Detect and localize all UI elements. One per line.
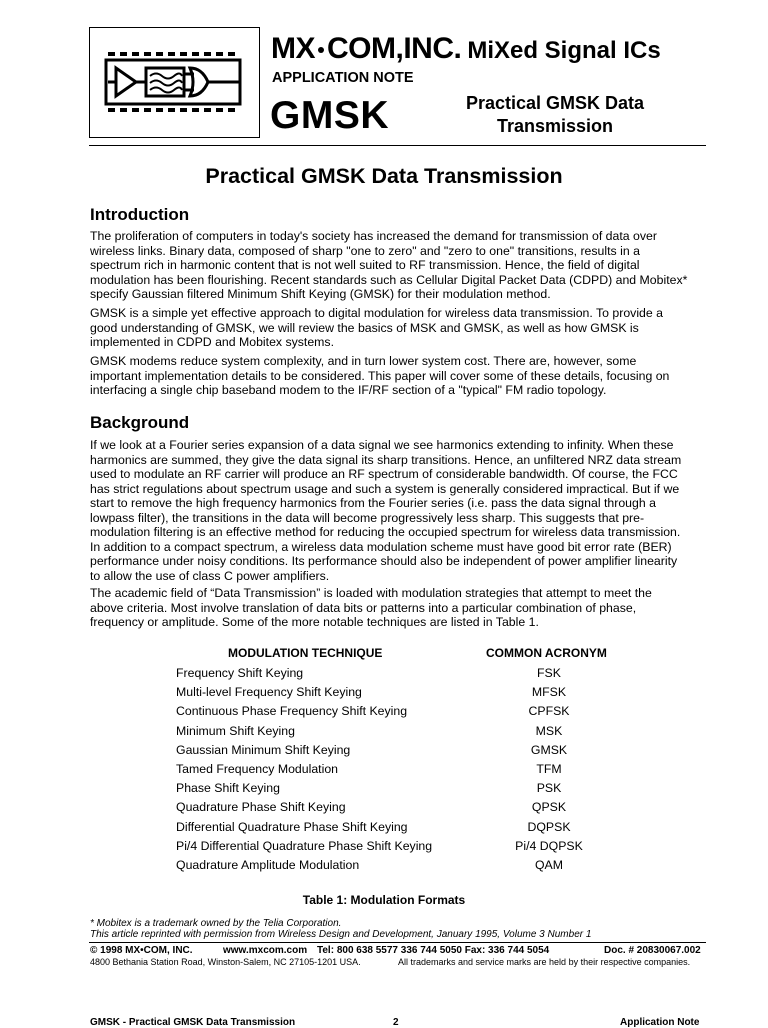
table-cell-technique: Phase Shift Keying (176, 781, 280, 796)
table-cell-acronym: PSK (536, 781, 562, 796)
table-caption: Table 1: Modulation Formats (302, 893, 466, 907)
footer-divider (89, 942, 706, 943)
table-cell-technique: Quadrature Phase Shift Keying (176, 800, 346, 815)
footer-trademarks: All trademarks and service marks are held by their respective companies. (398, 957, 691, 967)
company-tagline: MiXed Signal ICs (467, 37, 661, 64)
company-name-part: COM,INC. (327, 32, 462, 65)
footer-phones: Tel: 800 638 5577 336 744 5050 Fax: 336 744 5054 (317, 945, 550, 956)
intro-paragraph-3: GMSK modems reduce system complexity, and in turn lower system cost. There are, however, some important implementation details to be considered. This paper will cover some of these details, focusing on interfacing a single chip baseband modem to the IF/RF section of a "typical" FM radio topology. (90, 354, 670, 397)
running-footer-doctype: Application Note (620, 1017, 700, 1028)
company-logo (89, 27, 260, 138)
footnote-reprint: This article reprinted with permission from Wireless Design and Development, January 1995, Volume 3 Number 1 (90, 929, 592, 940)
footer-address: 4800 Bethania Station Road, Winston-Salem, NC 27105-1201 USA. (90, 957, 361, 967)
table-header-technique: MODULATION TECHNIQUE (228, 646, 383, 660)
table-cell-technique: Tamed Frequency Modulation (176, 762, 338, 776)
footer-website: www.mxcom.com (223, 945, 308, 956)
table-cell-technique: Differential Quadrature Phase Shift Keying (176, 819, 408, 834)
doc-type: APPLICATION NOTE (272, 70, 414, 86)
background-paragraph-2: The academic field of “Data Transmission” is loaded with modulation strategies that attempt to meet the above criteria. Most involve translation of data bits or patterns into a particular combination of phase, frequency or amplitude. Some of the more notable techniques are listed in Table 1. (90, 586, 652, 629)
company-name-part: MX (271, 32, 315, 65)
footnote-trademark: * Mobitex is a trademark owned by the Telia Corporation. (90, 918, 342, 929)
table-cell-technique: Pi/4 Differential Quadrature Phase Shift Keying (176, 838, 433, 853)
company-name (271, 32, 661, 66)
running-footer-title: GMSK - Practical GMSK Data Transmission (90, 1017, 296, 1028)
table-cell-acronym: MFSK (531, 685, 567, 700)
header-title: Practical GMSK Data Transmission (465, 93, 645, 136)
page-number: 2 (393, 1017, 399, 1028)
table-cell-acronym: CPFSK (528, 704, 570, 719)
table-cell-acronym: QAM (534, 858, 563, 872)
footer-copyright: © 1998 MX•COM, INC. (90, 945, 193, 956)
table-cell-acronym: FSK (537, 666, 561, 680)
table-cell-acronym: MSK (535, 723, 563, 738)
intro-paragraph-2: GMSK is a simple yet effective approach to digital modulation for wireless data transmission. To provide a good understanding of GMSK, we will review the basics of MSK and GMSK, as well as how GMSK is implemented in CDPD and Mobitex systems. (90, 306, 663, 349)
intro-paragraph-1: The proliferation of computers in today's society has increased the demand for transmission of data over wireless links. Binary data, composed of sharp "one to zero" and "zero to one" transitions, results in a spectrum rich in harmonic content that is not well suited to RF transmission. Hence, the field of digital modulation has been flourishing. Recent standards such as Cellular Digital Packet Data (CDPD) and Mobitex* specify Gaussian filtered Minimum Shift Keying (GMSK) for their modulation method. (90, 229, 688, 301)
table-cell-acronym: TFM (536, 762, 562, 776)
logic-gate-logo-icon (90, 28, 258, 136)
table-cell-technique: Multi-level Frequency Shift Keying (176, 685, 362, 700)
table-cell-technique: Gaussian Minimum Shift Keying (176, 742, 351, 757)
footer-doc-number: Doc. # 20830067.002 (604, 945, 701, 956)
background-paragraph-1: If we look at a Fourier series expansion of a data signal we see harmonics extending to infinity. When these harmonics are summed, they give the data signal its sharp transitions. Hence, an unfiltered NRZ data stream used to modulate an RF carrier will produce an RF spectrum of considerable bandwidth. Of course, the FCC has strict regulations about spectrum usage and such a system is generally considered impractical. But if we start to remove the high frequency harmonics from the Fourier series (i.e. pass the data signal through a lowpass filter), the transitions in the data will become progressively less sharp. This suggests that pre- modulation filtering is an effective method for reducing the occupied spectrum for wireless data transmission. In addition to a compact spectrum, a wireless data modulation scheme must have good bit error rate (BER) performance under noisy conditions. Its performance should also be independent of power amplifier linearity to allow the use of class C power amplifiers. (90, 438, 682, 583)
separator-dot-icon (318, 47, 324, 53)
product-name: GMSK (270, 94, 389, 137)
section-heading-introduction: Introduction (90, 205, 190, 224)
table-cell-acronym: Pi/4 DQPSK (515, 838, 583, 853)
table-cell-technique: Minimum Shift Keying (176, 723, 295, 738)
page-title: Practical GMSK Data Transmission (205, 164, 563, 188)
table-cell-acronym: QPSK (531, 800, 567, 815)
table-cell-acronym: GMSK (530, 742, 568, 757)
table-cell-technique: Frequency Shift Keying (176, 666, 304, 680)
section-heading-background: Background (90, 413, 190, 432)
table-header-acronym: COMMON ACRONYM (486, 646, 607, 660)
table-cell-technique: Continuous Phase Frequency Shift Keying (176, 704, 408, 719)
table-cell-technique: Quadrature Amplitude Modulation (176, 858, 360, 872)
header-divider (89, 145, 706, 146)
table-cell-acronym: DQPSK (527, 819, 571, 834)
